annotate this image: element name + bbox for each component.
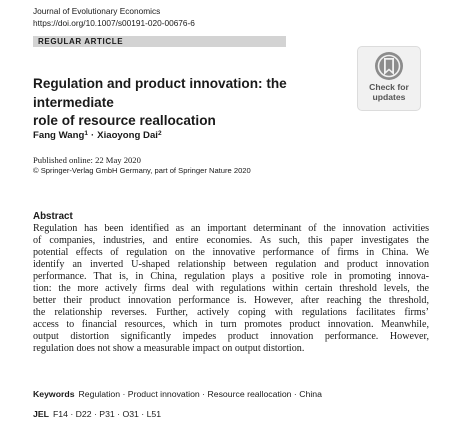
abstract-line: tion: the more actively firms deal with regulations within certain threshold levels, the <box>33 283 429 295</box>
check-updates-line-1: Check for <box>369 82 409 92</box>
article-title <box>33 75 343 131</box>
copyright-notice: © Springer-Verlag GmbH Germany, part of Springer Nature 2020 <box>33 166 251 175</box>
journal-name: Journal of Evolutionary Economics <box>33 6 161 16</box>
abstract-line: identify an inverted U-shaped relationship between regulation and product innovation <box>33 259 429 271</box>
doi-link[interactable]: https://doi.org/10.1007/s00191-020-00676-6 <box>33 18 195 28</box>
author-name[interactable]: Fang Wang <box>33 130 85 141</box>
abstract-line: better their product innovation performance is. However, after reaching the threshold, <box>33 295 429 307</box>
author-separator: · <box>90 130 95 141</box>
abstract-line: potential effects of regulation on the innovative performance of firms in China. We <box>33 247 429 259</box>
author-name[interactable]: Xiaoyong Dai <box>97 130 158 141</box>
title-line-1: Regulation and product innovation: the intermediate <box>33 76 287 110</box>
abstract-line: the relationship reverses. Further, actively coping with regulations facilitates firms’ <box>33 307 429 319</box>
abstract-line: performance. That is, in China, regulation plays a positive role in promoting innova- <box>33 271 429 283</box>
abstract-line: access to financial resources, which in turn promotes product innovation. Meanwhile, <box>33 319 429 331</box>
check-updates-line-2: updates <box>372 92 406 102</box>
keywords-row <box>33 389 322 400</box>
author-affiliation-mark: 2 <box>157 130 162 137</box>
title-line-2: role of resource reallocation <box>33 113 216 128</box>
abstract-line: Regulation has been identified as an important determinant of the innovation activities <box>33 223 429 234</box>
article-type-bar <box>33 36 286 47</box>
abstract-heading: Abstract <box>33 211 73 222</box>
article-type-label: REGULAR ARTICLE <box>38 37 124 46</box>
jel-row <box>33 409 161 420</box>
keywords-label: Keywords <box>33 389 75 399</box>
abstract-line: of companies, industries, and entire economies. As such, this paper investigates the <box>33 235 429 247</box>
published-date: Published online: 22 May 2020 <box>33 155 141 165</box>
check-for-updates-button[interactable] <box>357 46 421 111</box>
keywords-list: Regulation · Product innovation · Resource reallocation · China <box>78 389 322 399</box>
author-list <box>33 128 162 142</box>
abstract-line: output distortion significantly impedes product innovation performance. However, <box>33 331 429 343</box>
abstract-text <box>33 223 429 356</box>
jel-label: JEL <box>33 409 49 419</box>
author-affiliation-mark: 1 <box>84 130 88 137</box>
bookmark-check-icon <box>374 51 404 81</box>
abstract-line: regulation does not show a measurable impact on output distortion. <box>33 343 305 355</box>
jel-codes: F14 · D22 · P31 · O31 · L51 <box>52 409 162 419</box>
